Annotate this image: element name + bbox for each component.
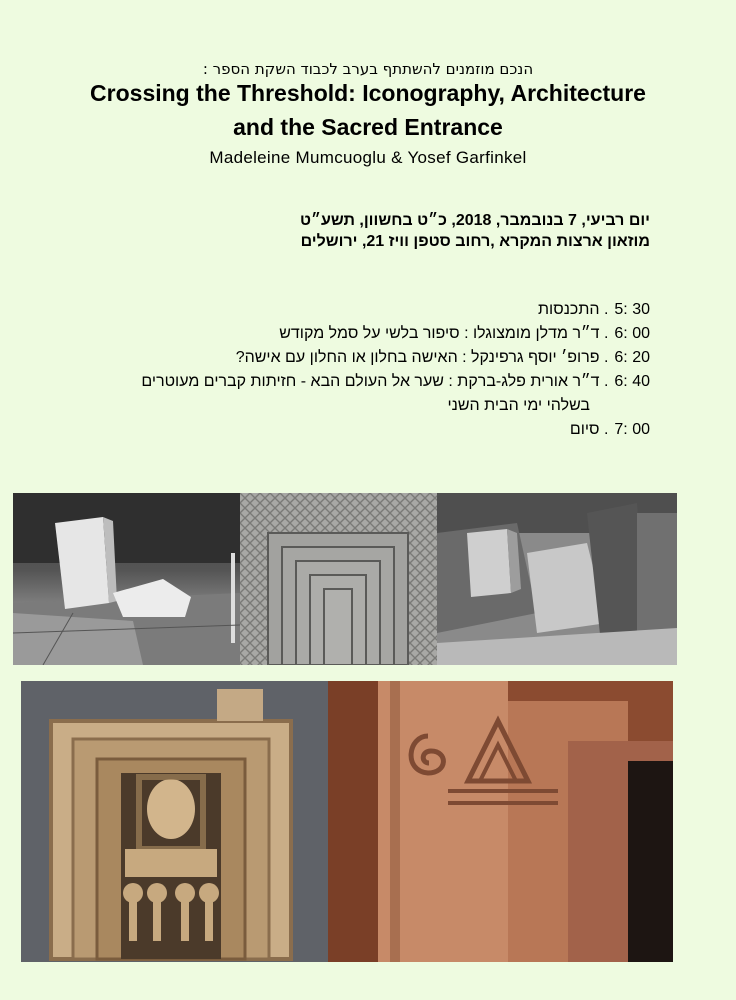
program-text-continuation: בשלהי ימי הבית השני [447, 397, 590, 414]
event-venue: מוזאון ארצות המקרא ,רחוב סטפן וויז 21, ירושלים [300, 233, 650, 250]
photo-ivory-woman-at-window [21, 681, 328, 962]
program-text: . ד״ר מדלן מומצוגלו : סיפור בלשי על סמל מקודש [279, 325, 609, 342]
program-item [50, 346, 650, 370]
photo-stone-doorway [437, 493, 677, 665]
event-date: יום רביעי, 7 בנובמבר, 2018, כ״ט בחשוון, תשע״ט [300, 212, 650, 229]
program-time: 7: 00 [614, 421, 650, 438]
book-title-line-2: and the Sacred Entrance [233, 114, 503, 140]
program-text: . ד״ר אורית פלג-ברקת : שער אל העולם הבא - חזיתות קברים מעוטרים [141, 373, 609, 390]
event-program [50, 298, 650, 442]
program-item [50, 322, 650, 346]
invitation-line: הנכם מוזמנים להשתתף בערב לכבוד השקת הספר : [202, 60, 534, 78]
photo-recessed-door-relief [240, 493, 437, 665]
program-item [50, 370, 650, 394]
photo-carved-stone-doorway [328, 681, 673, 962]
program-item [50, 298, 650, 322]
program-text: . התכנסות [537, 301, 609, 318]
program-text: . פרופ׳ יוסף גרפינקל : האישה בחלון או החלון עם אישה? [235, 349, 609, 366]
program-time: 5: 30 [614, 301, 650, 318]
program-text: . סיום [569, 421, 609, 438]
program-time: 6: 00 [614, 325, 650, 342]
program-item-continuation [50, 394, 650, 418]
program-time: 6: 20 [614, 349, 650, 366]
photo-excavated-stones [13, 493, 240, 665]
book-authors: Madeleine Mumcuoglu & Yosef Garfinkel [209, 148, 527, 167]
program-time: 6: 40 [614, 373, 650, 390]
program-item [50, 418, 650, 442]
book-title-line-1: Crossing the Threshold: Iconography, Architecture [90, 80, 646, 106]
